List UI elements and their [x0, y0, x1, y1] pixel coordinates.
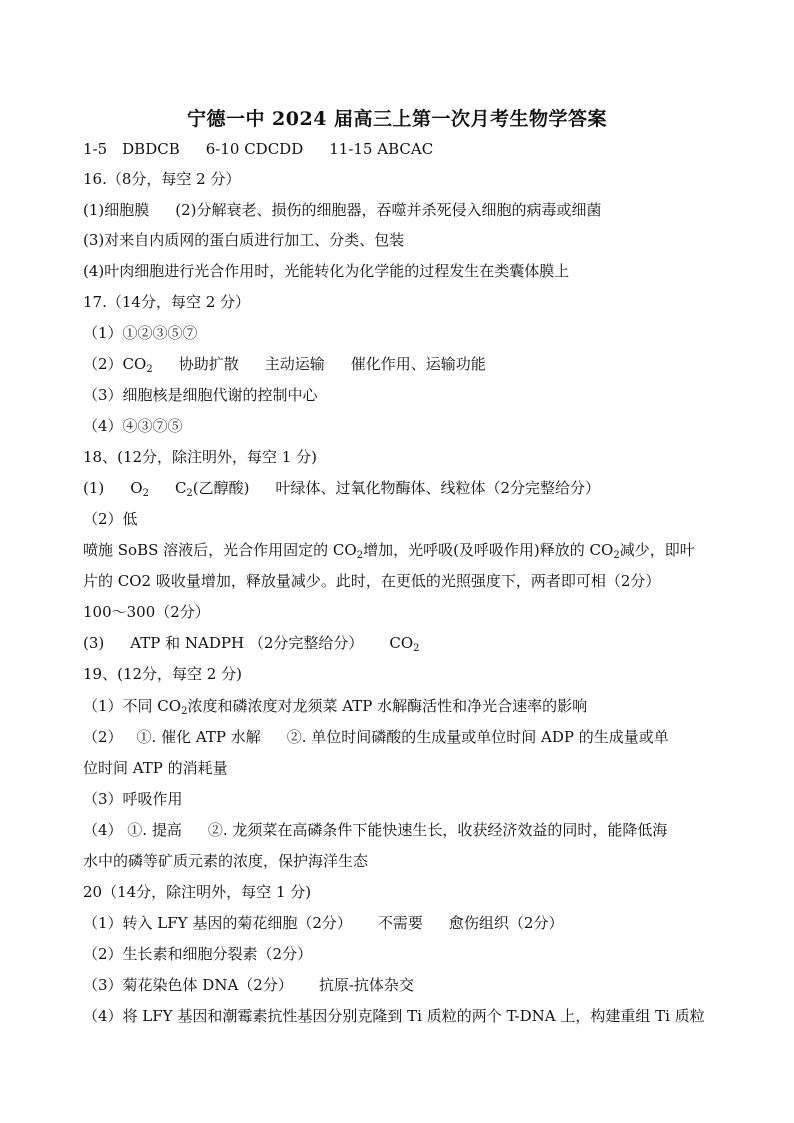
q16-answer-4: (4)叶肉细胞进行光合作用时，光能转化为化学能的过程发生在类囊体膜上 — [83, 262, 570, 280]
q19-line-2 — [83, 727, 669, 747]
q16-answer-3: (3)对来自内质网的蛋白质进行加工、分类、包装 — [83, 231, 405, 249]
q20-line-3 — [83, 975, 414, 995]
q18-label-3: (3) — [83, 634, 105, 652]
subscript: 2 — [146, 364, 153, 375]
subscript: 2 — [613, 550, 620, 561]
q18-answer-1c: 叶绿体、过氧化物酶体、线粒体（2分完整给分） — [275, 479, 601, 497]
q20-answer-3b: 抗原-抗体杂交 — [318, 976, 414, 994]
q18-answer-1b: C — [174, 479, 187, 497]
subscript: 2 — [356, 550, 364, 561]
q19-answer-4b-cont: 水中的磷等矿质元素的浓度，保护海洋生态 — [83, 852, 369, 870]
q17-answer-4: （4）④③⑦⑤ — [83, 417, 183, 435]
q16-answer-2: (2)分解衰老、损伤的细胞器，吞噬并杀死侵入细胞的病毒或细菌 — [175, 201, 602, 219]
q17-answer-2d: 催化作用、运输功能 — [350, 355, 486, 373]
subscript: 2 — [413, 643, 420, 654]
q19-line-4 — [83, 820, 667, 840]
q19-line-1 — [83, 696, 587, 722]
q20-answer-2: （2）生长素和细胞分裂素（2分） — [83, 945, 313, 963]
q18-answer-2-text-a: 喷施 SoBS 溶液后，光合作用固定的 CO — [83, 541, 357, 559]
q20-answer-4: （4）将 LFY 基因和潮霉素抗性基因分别克隆到 Ti 质粒的两个 T-DNA 上，构建重组 Ti 质粒 — [83, 1007, 705, 1025]
q18-heading: 18、(12分，除注明外，每空 1 分) — [83, 448, 317, 466]
mc-answers-6-10: 6-10 CDCDD — [205, 140, 304, 158]
q16-answer-1: (1)细胞膜 — [83, 201, 150, 219]
q17-answer-2b: 协助扩散 — [178, 355, 239, 373]
q18-answer-3b: CO — [389, 634, 414, 652]
q19-answer-2a: ①. 催化 ATP 水解 — [136, 728, 261, 746]
q18-label-1: (1) — [83, 479, 105, 497]
q19-label-2: （2） — [83, 728, 123, 746]
q19-answer-1b: 浓度和磷浓度对龙须菜 ATP 水解酶活性和净光合速率的影响 — [187, 697, 588, 715]
mc-answers-1-5: 1-5 DBDCB — [83, 140, 180, 158]
q20-answer-1c: 愈伤组织（2分） — [448, 914, 564, 932]
q17-heading: 17.（14分，每空 2 分） — [83, 293, 251, 311]
q20-heading: 20（14分，除注明外，每空 1 分) — [83, 883, 312, 901]
q17-answer-2a: （2）CO — [83, 355, 147, 373]
subscript: 2 — [181, 706, 188, 717]
q18-answer-3a: ATP 和 NADPH （2分完整给分） — [130, 634, 364, 652]
q20-answer-1b: 不需要 — [377, 914, 423, 932]
q19-answer-1a: （1）不同 CO — [83, 697, 182, 715]
q18-line-1 — [83, 478, 600, 504]
q17-answer-2c: 主动运输 — [264, 355, 325, 373]
subscript: 2 — [142, 488, 149, 499]
q17-line-2 — [83, 354, 486, 380]
q19-answer-2b-cont: 位时间 ATP 的消耗量 — [83, 759, 228, 777]
page-title: 宁德一中 2024 届高三上第一次月考生物学答案 — [186, 108, 608, 130]
q20-answer-3a: （3）菊花染色体 DNA（2分） — [83, 976, 293, 994]
q18-line-3 — [83, 540, 695, 566]
q18-answer-1a: O — [130, 479, 143, 497]
q18-answer-range: 100～300（2分） — [83, 603, 210, 621]
q20-answer-1a: （1）转入 LFY 基因的菊花细胞（2分） — [83, 914, 352, 932]
q18-answer-2-cont: 片的 CO2 吸收量增加，释放量减少。此时，在更低的光照强度下，两者即可相（2分） — [83, 572, 661, 590]
q18-answer-2-text-c: 减少，即叶 — [619, 541, 695, 559]
subscript: 2 — [186, 488, 193, 499]
q17-answer-3: （3）细胞核是细胞代谢的控制中心 — [83, 386, 318, 404]
q18-answer-2: （2）低 — [83, 510, 138, 528]
q19-answer-3: （3）呼吸作用 — [83, 790, 183, 808]
q17-answer-1: （1）①②③⑤⑦ — [83, 324, 198, 342]
q18-answer-1b-note: (乙醇酸) — [192, 479, 250, 497]
q19-answer-4b: ②. 龙须菜在高磷条件下能快速生长，收获经济效益的同时，能降低海 — [207, 821, 668, 839]
q18-answer-2-text-b: 增加，光呼吸(及呼吸作用)释放的 CO — [363, 541, 614, 559]
mc-answers-11-15: 11-15 ABCAC — [329, 140, 434, 158]
q20-line-1 — [83, 913, 563, 933]
q16-line-1 — [83, 200, 602, 220]
q16-heading: 16.（8分，每空 2 分） — [83, 170, 241, 188]
mc-answers — [83, 139, 433, 159]
q18-line-3-answers — [83, 633, 420, 659]
q19-answer-2b: ②. 单位时间磷酸的生成量或单位时间 ADP 的生成量或单 — [286, 728, 669, 746]
q19-answer-4a: （4） ①. 提高 — [83, 821, 182, 839]
q19-heading: 19、(12分，每空 2 分) — [83, 665, 242, 683]
